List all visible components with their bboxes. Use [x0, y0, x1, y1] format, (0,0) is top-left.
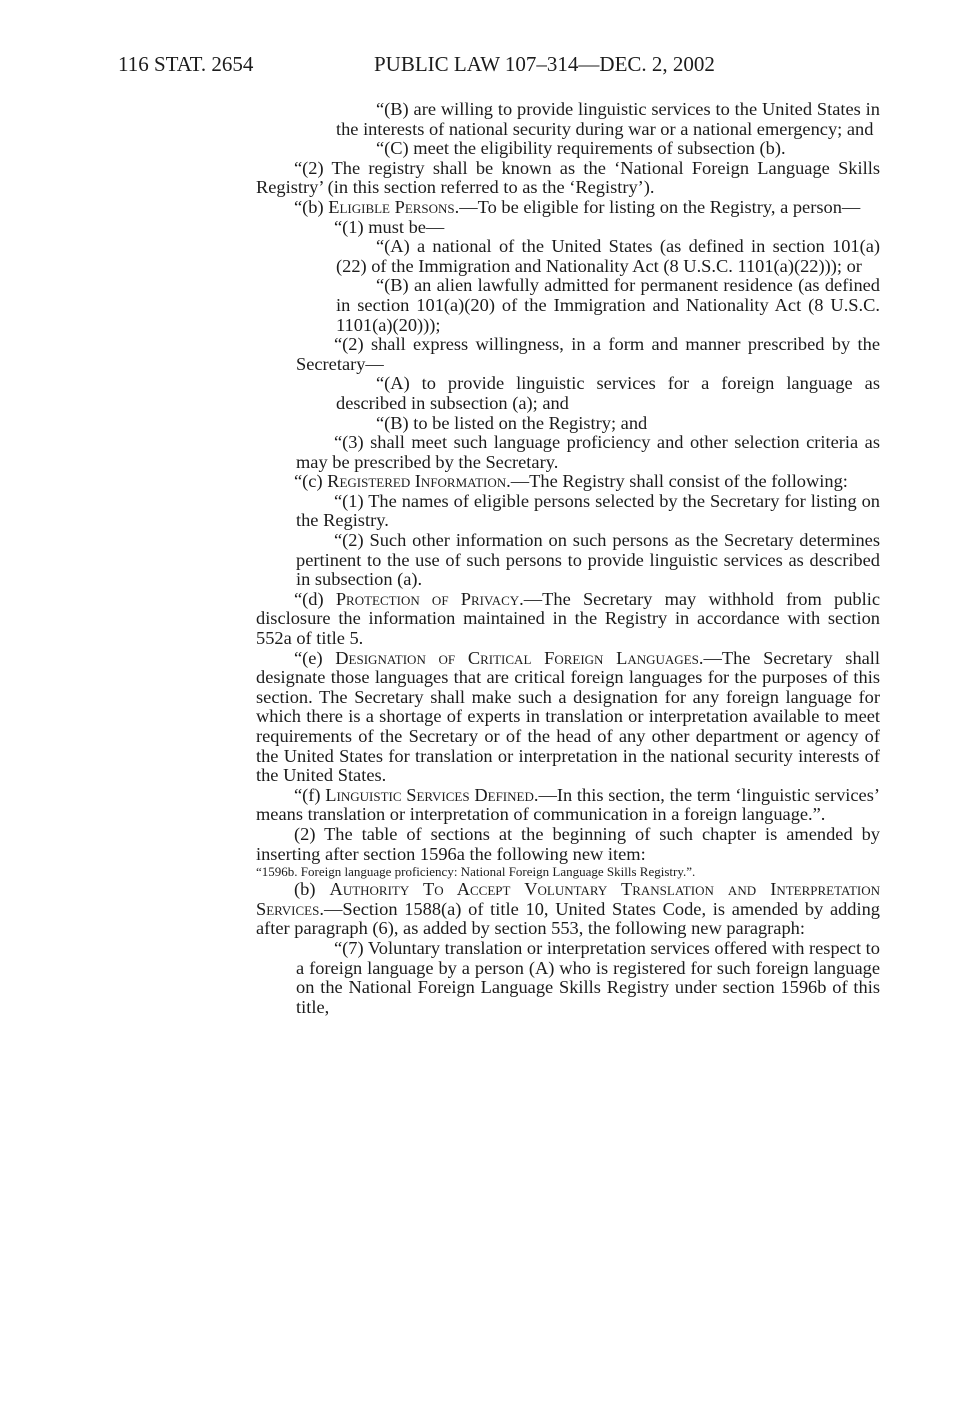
subsection-c-2: “(2) Such other information on such persons as the Secretary determines pertinent to the use of such persons to provide linguistic services as described in subsection (a).	[296, 530, 880, 590]
subsection-b-label: “(b)	[294, 196, 329, 217]
authority-text: —Section 1588(a) of title 10, United States Code, is amended by adding after paragraph (6), as added by section 553, the following new paragraph:	[256, 898, 880, 939]
subsection-c-heading: Registered Information.	[327, 471, 511, 492]
paragraph-1C: “(C) meet the eligibility requirements of subsection (b).	[376, 138, 786, 159]
subsection-f-heading: Linguistic Services Defined.	[325, 784, 539, 805]
subsection-f-text: —In this section, the term ‘linguistic services’ means translation or interpretation of communication in a foreign language.”.	[256, 784, 880, 825]
subsection-f-label: “(f)	[294, 784, 326, 805]
subsection-b-1A: “(A) a national of the United States (as defined in section 101(a)(22) of the Immigration and Nationality Act (8 U.S.C. 1101(a)(22))); or	[336, 236, 880, 276]
subsection-d-text: —The Secretary may withhold from public disclosure the information maintained in the Registry in accordance with section 552a of title 5.	[256, 588, 880, 649]
subsection-b-heading: Eligible Persons.	[328, 196, 460, 217]
subsection-f	[256, 786, 880, 825]
subsection-d	[256, 590, 880, 649]
subsection-b-text: —To be eligible for listing on the Registry, a person—	[459, 196, 861, 217]
subsection-c-label: “(c)	[294, 471, 328, 492]
subsection-b-authority	[256, 880, 880, 939]
paragraph-2: “(2) The registry shall be known as the ‘National Foreign Language Skills Registry’ (in this section referred to as the ‘Registry’).	[256, 157, 880, 198]
authority-label: (b)	[294, 879, 330, 900]
subsection-b-1: “(1) must be—	[334, 216, 445, 237]
subsection-b-3: “(3) shall meet such language proficiency and other selection criteria as may be prescribed by the Secretary.	[296, 432, 880, 472]
table-of-sections-item: “1596b. Foreign language proficiency: National Foreign Language Skills Registry.”.	[256, 864, 696, 880]
stat-page-number: 116 STAT. 2654	[118, 52, 254, 76]
authority-heading: Authority To Accept Voluntary Translation and Interpretation Services.	[256, 879, 880, 919]
subsection-c-text: —The Registry shall consist of the following:	[510, 471, 848, 492]
paragraph-7: “(7) Voluntary translation or interpretation services offered with respect to a foreign language by a person (A) who is registered for such foreign language on the National Foreign Language Skills Registry under section 1596b of this title,	[296, 937, 880, 1017]
subsection-b-2B: “(B) to be listed on the Registry; and	[376, 412, 648, 433]
subsection-e-label: “(e)	[294, 647, 336, 668]
subsection-b-2: “(2) shall express willingness, in a form and manner prescribed by the Secretary—	[296, 334, 880, 374]
subsection-e-text: —The Secretary shall designate those languages that are critical foreign languages for the purposes of this section. The Secretary shall make such a designation for any foreign language for which there is a shortage of experts in translation or interpretation available to meet requirements of the Secretary or of the head of any other department or agency of the United States for translation or interpretation in the national security interests of the United States.	[256, 647, 881, 786]
subsection-b-1B: “(B) an alien lawfully admitted for permanent residence (as defined in section 101(a)(20) of the Immigration and Nationality Act (8 U.S.C. 1101(a)(20)));	[336, 275, 880, 335]
subsection-e	[256, 649, 880, 786]
table-of-sections-paragraph: (2) The table of sections at the beginning of such chapter is amended by inserting after section 1596a the following new item:	[256, 823, 880, 864]
page-header	[118, 52, 768, 82]
subsection-b-2A: “(A) to provide linguistic services for a foreign language as described in subsection (a); and	[336, 373, 880, 413]
subsection-c	[256, 472, 880, 492]
subsection-b	[256, 198, 880, 218]
public-law-citation: PUBLIC LAW 107–314—DEC. 2, 2002	[374, 52, 715, 76]
subsection-d-label: “(d)	[294, 588, 336, 609]
paragraph-1B: “(B) are willing to provide linguistic services to the United States in the interests of national security during war or a national emergency; and	[336, 99, 880, 139]
subsection-e-heading: Designation of Critical Foreign Languages.	[335, 647, 704, 668]
subsection-c-1: “(1) The names of eligible persons selected by the Secretary for listing on the Registry.	[296, 490, 880, 531]
subsection-d-heading: Protection of Privacy.	[335, 588, 524, 609]
document-body	[256, 100, 880, 1017]
